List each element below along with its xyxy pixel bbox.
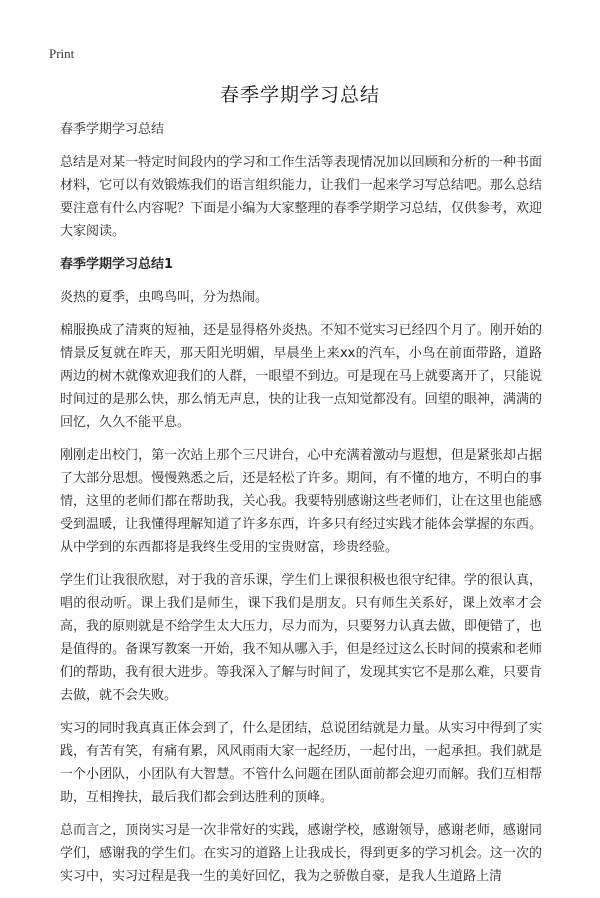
paragraph: 学生们让我很欣慰，对于我的音乐课，学生们上课很积极也很守纪律。学的很认真，唱的很动听。课上我们是师生，课下我们是朋友。只有师生关系好，课上效率才会高，我的原则就是不给学生太大压力，尽力而为，只要努力认真去做，即便错了，也是值得的。备课写教案一开始，我不知从哪入手，但是经过这么长时间的摸索和老师们的帮助，我有很大进步。等我深入了解与时间了，发现其实它不是那么难，只要肯去做，就不会失败。 xyxy=(60,573,542,703)
article-body xyxy=(60,118,542,898)
paragraph: 实习的同时我真真正体会到了，什么是团结，总说团结就是力量。从实习中得到了实践，有苦有笑，有痛有累，风风雨雨大家一起经历，一起付出，一起承担。我们就是一个小团队，小团队有大智慧。不管什么问题在团队面前都会迎刃而解。我们互相帮助，互相搀扶，最后我们都会到达胜利的顶峰。 xyxy=(60,721,542,805)
intro-paragraph: 总结是对某一特定时间段内的学习和工作生活等表现情况加以回顾和分析的一种书面材料，它可以有效锻炼我们的语言组织能力，让我们一起来学习写总结吧。那么总结要注意有什么内容呢？下面是小编为大家整理的春季学期学习总结，仅供参考，欢迎大家阅读。 xyxy=(60,155,542,239)
page-title: 春季学期学习总结 xyxy=(219,84,380,106)
paragraph: 炎热的夏季，虫鸣鸟叫，分为热闹。 xyxy=(60,290,269,305)
print-link[interactable]: Print xyxy=(49,46,75,61)
paragraph: 总而言之，顶岗实习是一次非常好的实践，感谢学校，感谢领导，感谢老师，感谢同学们，感谢我的学生们。在实习的道路上让我成长，得到更多的学习机会。这一次的实习中，实习过程是我一生的美好回忆，我为之骄傲自豪，是我人生道路上清 xyxy=(60,823,542,884)
section-heading: 春季学期学习总结1 xyxy=(60,257,174,272)
paragraph: 刚刚走出校门，第一次站上那个三尺讲台，心中充满着激动与遐想，但是紧张却占据了大部分思想。慢慢熟悉之后，还是轻松了许多。期间，有不懂的地方，不明白的事情，这里的老师们都在帮助我，关心我。我要特别感谢这些老师们，让在这里也能感受到温暖，让我懂得理解知道了许多东西，许多只有经过实践才能体会掌握的东西。从中学到的东西都将是我终生受用的宝贵财富，珍贵经验。 xyxy=(60,448,542,555)
paragraph: 棉服换成了清爽的短袖，还是显得格外炎热。不知不觉实习已经四个月了。刚开始的情景反复就在昨天，那天阳光明媚，早晨坐上来xx的汽车，小鸟在前面带路，道路两边的树木就像欢迎我们的人群，一眼望不到边。可是现在马上就要离开了，只能说时间过的是那么快，那么悄无声息，快的让我一点知觉都没有。回望的眼神，满满的回忆，久久不能平息。 xyxy=(60,323,542,430)
article-subtitle: 春季学期学习总结 xyxy=(60,122,165,137)
